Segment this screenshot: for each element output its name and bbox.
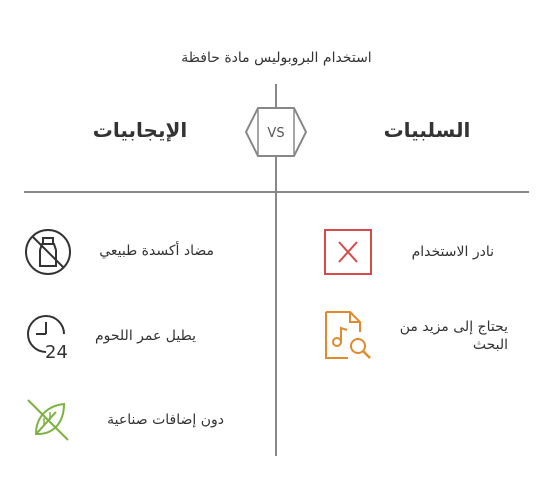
cons-item-label: نادر الاستخدام [411, 244, 494, 260]
cons-heading: السلبيات [383, 118, 471, 142]
pros-item-label: يطيل عمر اللحوم [94, 328, 196, 344]
horizontal-divider [24, 191, 529, 193]
cons-item-label: يحتاج إلى مزيد من البحث [399, 319, 508, 353]
no-leaf-icon [24, 396, 72, 444]
x-mark-icon [324, 229, 372, 275]
clock-24-icon [24, 312, 74, 360]
svg-text:24: 24 [45, 342, 68, 360]
diagram-title: استخدام البروبوليس مادة حافظة [181, 50, 372, 66]
pros-item-label: مضاد أكسدة طبيعي [99, 243, 214, 259]
no-bottle-icon [24, 228, 72, 276]
pros-heading: الإيجابيات [92, 118, 188, 142]
vs-badge [244, 106, 308, 158]
vs-label: VS [267, 126, 285, 141]
audio-file-search-icon [322, 310, 374, 362]
pros-item-label: دون إضافات صناعية [107, 412, 224, 428]
